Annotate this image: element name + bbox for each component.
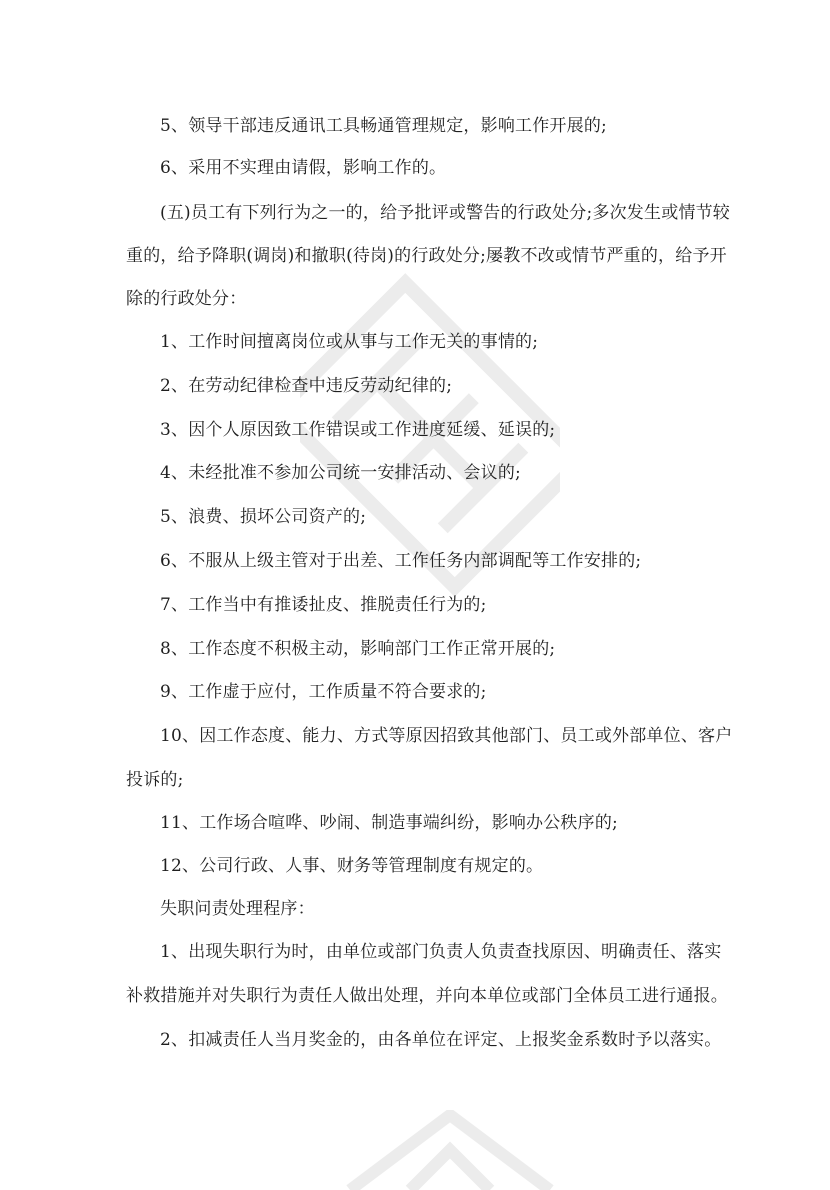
list-item: 12、公司行政、人事、财务等管理制度有规定的。 — [160, 856, 544, 876]
list-item: 10、因工作态度、能力、方式等原因招致其他部门、员工或外部单位、客户 — [160, 726, 733, 746]
list-item-continuation: 投诉的; — [126, 770, 184, 790]
list-item: 7、工作当中有推诿扯皮、推脱责任行为的; — [160, 595, 487, 615]
watermark-icon — [330, 1110, 570, 1190]
list-item: 1、出现失职行为时，由单位或部门负责人负责查找原因、明确责任、落实 — [160, 942, 722, 962]
paragraph-line: 6、采用不实理由请假，影响工作的。 — [160, 158, 447, 178]
list-item: 2、扣减责任人当月奖金的，由各单位在评定、上报奖金系数时予以落实。 — [160, 1030, 722, 1050]
list-item: 1、工作时间擅离岗位或从事与工作无关的事情的; — [160, 332, 539, 352]
paragraph-line: 5、领导干部违反通讯工具畅通管理规定，影响工作开展的; — [160, 116, 607, 136]
list-item: 4、未经批准不参加公司统一安排活动、会议的; — [160, 463, 521, 483]
list-item: 5、浪费、损坏公司资产的; — [160, 507, 367, 527]
section-heading: 失职问责处理程序： — [160, 899, 315, 919]
list-item: 2、在劳动纪律检查中违反劳动纪律的; — [160, 376, 453, 396]
list-item: 8、工作态度不积极主动，影响部门工作正常开展的; — [160, 639, 556, 659]
list-item: 3、因个人原因致工作错误或工作进度延缓、延误的; — [160, 420, 556, 440]
paragraph-line: 除的行政处分： — [126, 289, 247, 309]
list-item-continuation: 补救措施并对失职行为责任人做出处理，并向本单位或部门全体员工进行通报。 — [126, 986, 728, 1006]
paragraph-line: 重的，给予降职(调岗)和撤职(待岗)的行政处分;屡教不改或情节严重的，给予开 — [126, 246, 727, 266]
list-item: 11、工作场合喧哗、吵闹、制造事端纠纷，影响办公秩序的; — [160, 813, 618, 833]
list-item: 6、不服从上级主管对于出差、工作任务内部调配等工作安排的; — [160, 551, 642, 571]
list-item: 9、工作虚于应付，工作质量不符合要求的; — [160, 682, 487, 702]
paragraph-line: (五)员工有下列行为之一的，给予批评或警告的行政处分;多次发生或情节较 — [160, 203, 730, 223]
